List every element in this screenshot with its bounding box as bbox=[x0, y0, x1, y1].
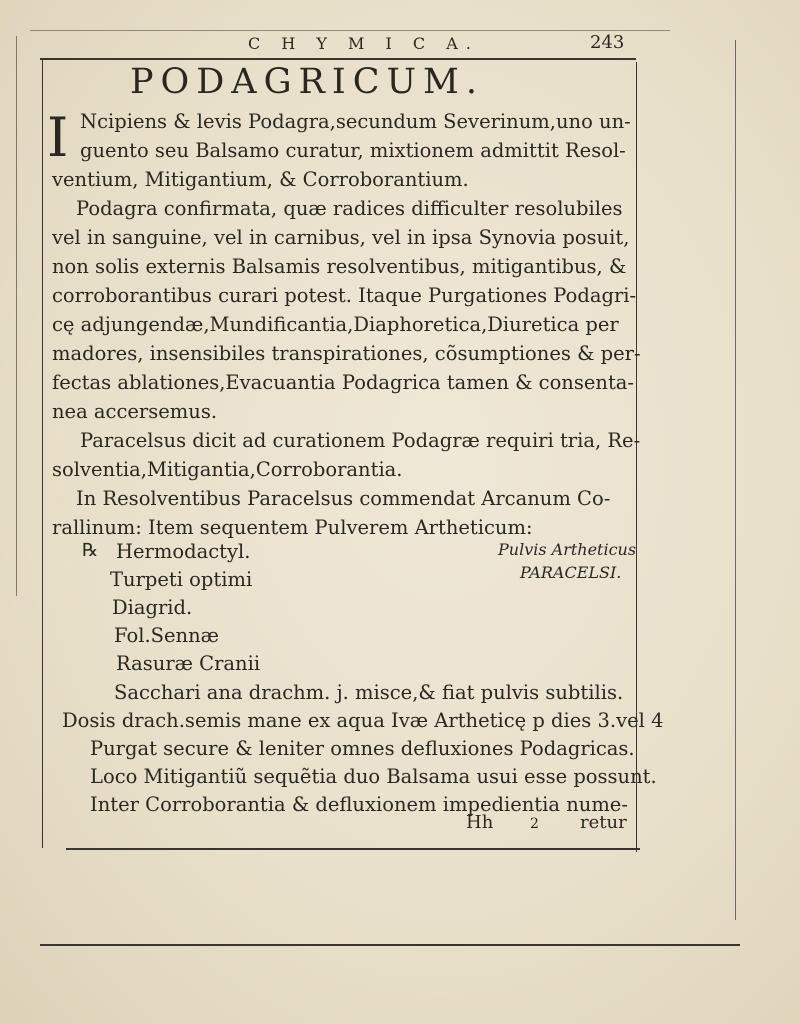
recipe-ingredient: Rasuræ Cranii bbox=[116, 652, 261, 675]
text-line: nea accersemus. bbox=[52, 400, 218, 423]
recipe-ingredient: Diagrid. bbox=[112, 596, 193, 619]
outer-right-rule bbox=[735, 40, 736, 920]
text-line: madores, insensibiles transpirationes, cõsumptiones & per- bbox=[52, 342, 641, 365]
section-heading: PODAGRICUM. bbox=[130, 62, 484, 102]
recipe-ingredient: Turpeti optimi bbox=[110, 568, 253, 591]
text-line: rallinum: Item sequentem Pulverem Artheticum: bbox=[52, 516, 533, 539]
signature-mark: Hh bbox=[466, 812, 494, 833]
text-line: fectas ablationes,Evacuantia Podagrica tamen & consenta- bbox=[52, 371, 635, 394]
side-note-line-1: Pulvis Artheticus bbox=[498, 540, 637, 559]
side-note-line-2: PARACELSI. bbox=[520, 563, 622, 582]
left-rule bbox=[42, 58, 43, 848]
running-header bbox=[0, 30, 800, 56]
text-line: Loco Mitigantiũ sequẽtia duo Balsama usui esse possunt. bbox=[90, 765, 657, 788]
text-line: corroborantibus curari potest. Itaque Purgationes Podagri- bbox=[52, 284, 637, 307]
signature-number: 2 bbox=[530, 816, 539, 832]
outer-bottom-rule bbox=[40, 944, 740, 946]
recipe-ingredient: Hermodactyl. bbox=[116, 540, 251, 563]
recipe-ingredient: Fol.Sennæ bbox=[114, 624, 219, 647]
top-rule bbox=[40, 58, 636, 60]
text-line: Paracelsus dicit ad curationem Podagræ requiri tria, Re- bbox=[80, 429, 641, 452]
bottom-rule bbox=[66, 848, 640, 850]
text-line: Dosis drach.semis mane ex aqua Ivæ Artheticę p dies 3.vel 4 bbox=[62, 709, 664, 732]
catchword: retur bbox=[580, 812, 627, 833]
outer-left-rule bbox=[16, 36, 17, 596]
running-title: C H Y M I C A. bbox=[248, 34, 479, 53]
text-line: In Resolventibus Paracelsus commendat Arcanum Co- bbox=[76, 487, 611, 510]
text-line: Purgat secure & leniter omnes defluxiones Podagricas. bbox=[90, 737, 635, 760]
text-line: Sacchari ana drachm. j. misce,& fiat pulvis subtilis. bbox=[114, 681, 624, 704]
right-rule bbox=[636, 62, 637, 852]
text-line: solventia,Mitigantia,Corroborantia. bbox=[52, 458, 403, 481]
text-line: Ncipiens & levis Podagra,secundum Severinum,uno un- bbox=[80, 110, 631, 133]
page-number: 243 bbox=[590, 32, 625, 53]
text-line: guento seu Balsamo curatur, mixtionem admittit Resol- bbox=[80, 139, 626, 162]
text-line: ventium, Mitigantium, & Corroborantium. bbox=[52, 168, 469, 191]
recipe-sign: ℞ bbox=[82, 540, 99, 561]
text-line: non solis externis Balsamis resolventibus, mitigantibus, & bbox=[52, 255, 627, 278]
text-line: cę adjungendæ,Mundificantia,Diaphoretica,Diuretica per bbox=[52, 313, 619, 336]
text-line: Inter Corroborantia & defluxionem impedientia nume- bbox=[90, 793, 628, 816]
text-line: vel in sanguine, vel in carnibus, vel in ipsa Synovia posuit, bbox=[52, 226, 630, 249]
text-line: Podagra confirmata, quæ radices difficulter resolubiles bbox=[76, 197, 623, 220]
drop-capital: I bbox=[47, 106, 69, 169]
